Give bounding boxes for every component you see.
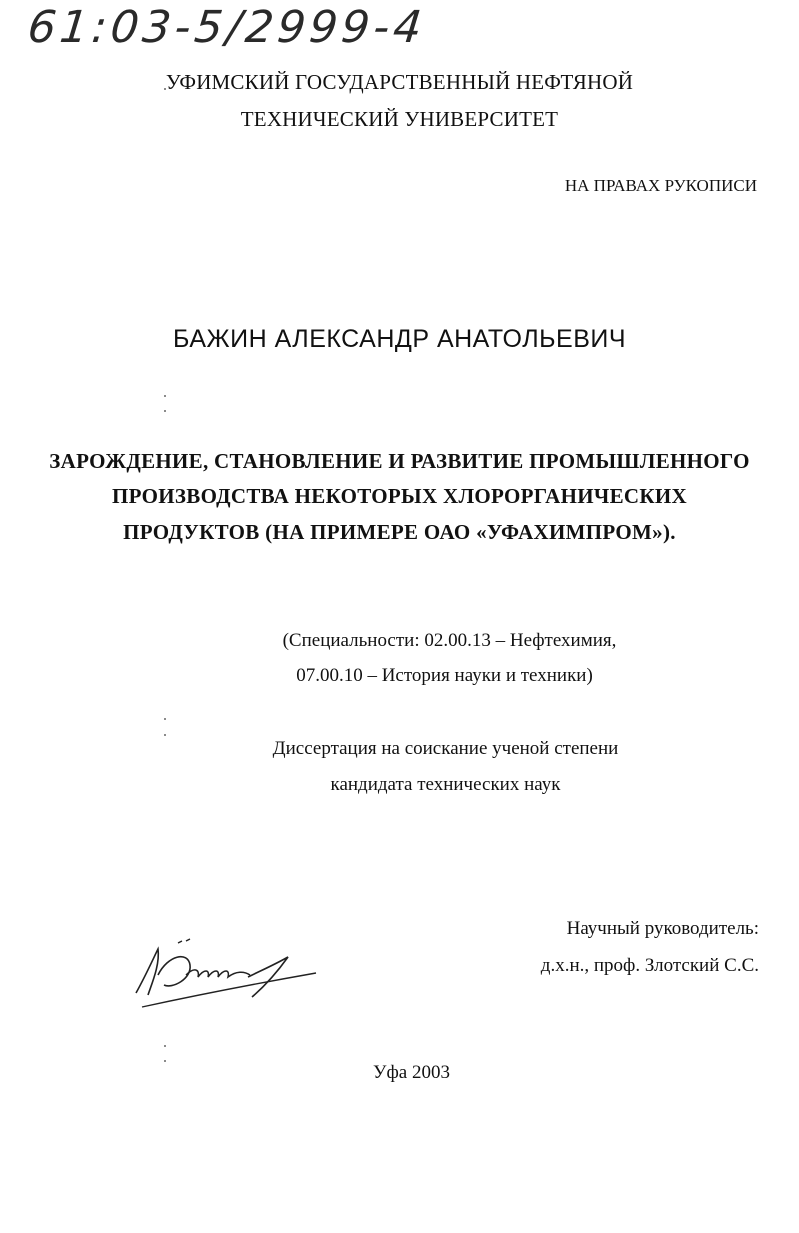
dissertation-title-line1: ЗАРОЖДЕНИЕ, СТАНОВЛЕНИЕ И РАЗВИТИЕ ПРОМЫШЛЕННОГО	[49, 449, 750, 473]
archive-code: 61:03-5/2999-4	[25, 2, 429, 53]
rights-note: НА ПРАВАХ РУКОПИСИ	[564, 176, 757, 195]
signature	[128, 935, 328, 1015]
university-name-line1: УФИМСКИЙ ГОСУДАРСТВЕННЫЙ НЕФТЯНОЙ	[165, 70, 634, 94]
author-name: БАЖИН АЛЕКСАНДР АНАТОЛЬЕВИЧ	[172, 325, 626, 353]
scan-dot	[164, 734, 166, 736]
scan-dot	[164, 410, 166, 412]
dissertation-title-line3: ПРОДУКТОВ (НА ПРИМЕРЕ ОАО «УФАХИМПРОМ»).	[123, 520, 676, 544]
degree-line2: кандидата технических наук	[330, 774, 561, 795]
university-name-line2: ТЕХНИЧЕСКИЙ УНИВЕРСИТЕТ	[240, 107, 559, 131]
dissertation-title-line2: ПРОИЗВОДСТВА НЕКОТОРЫХ ХЛОРОРГАНИЧЕСКИХ	[111, 484, 688, 508]
place-year: Уфа 2003	[373, 1062, 450, 1083]
supervisor-name: д.х.н., проф. Злотский С.С.	[540, 955, 759, 976]
specialties-line2: 07.00.10 – История науки и техники)	[296, 665, 593, 686]
scan-dot	[164, 395, 166, 397]
scan-dot	[164, 718, 166, 720]
specialties-line1: (Специальности: 02.00.13 – Нефтехимия,	[282, 630, 617, 651]
scan-dot	[164, 1045, 166, 1047]
degree-line1: Диссертация на соискание ученой степени	[272, 738, 619, 759]
supervisor-label: Научный руководитель:	[566, 918, 759, 939]
